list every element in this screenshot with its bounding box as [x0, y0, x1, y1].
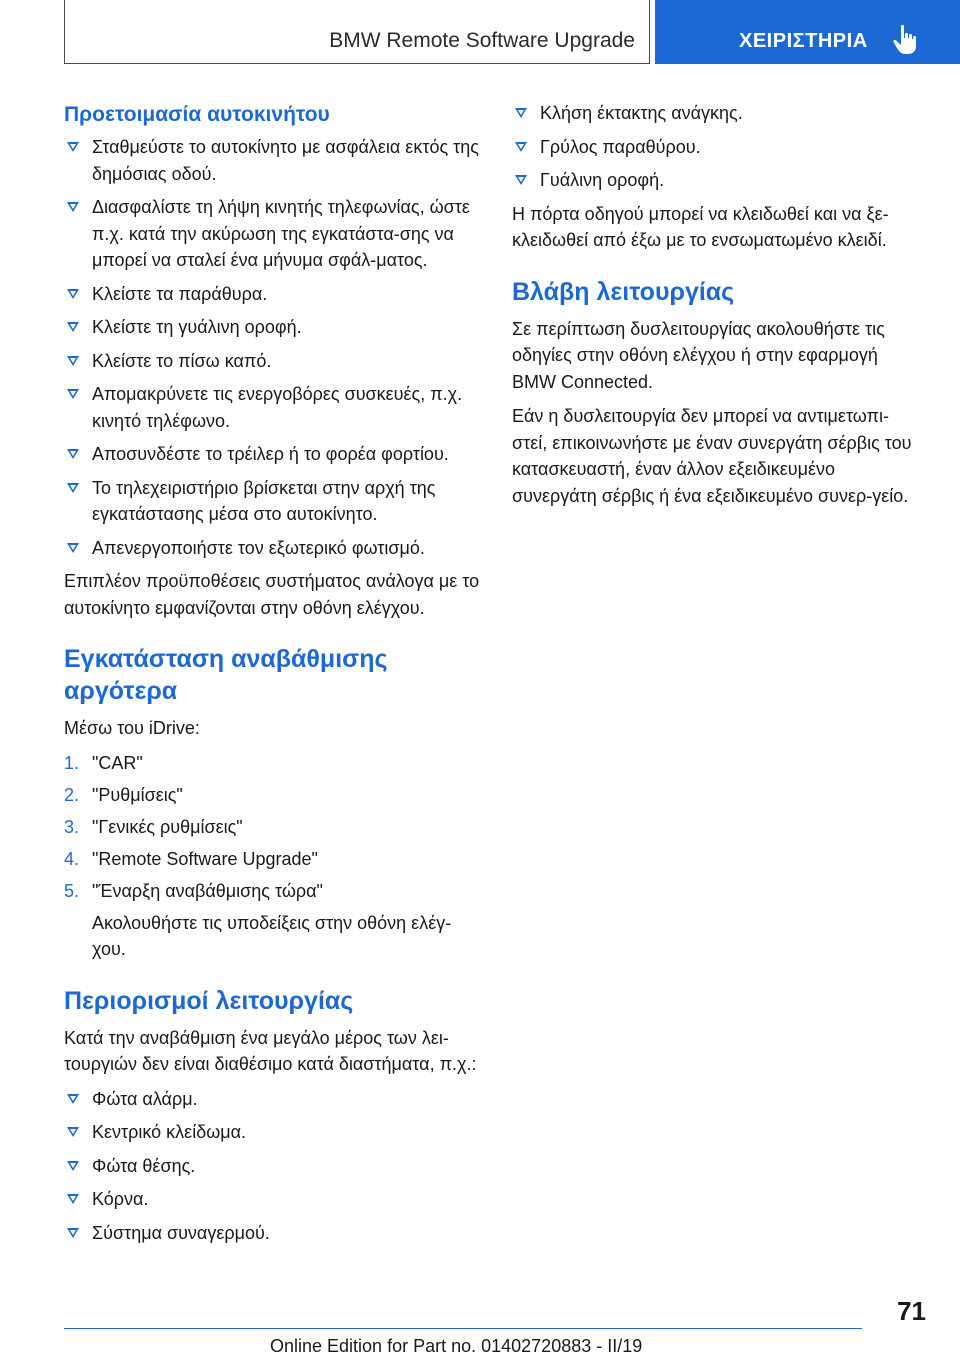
triangle-bullet-icon — [515, 108, 527, 118]
list-item: Κλείστε τα παράθυρα. — [64, 281, 484, 308]
triangle-bullet-icon — [67, 322, 79, 332]
malfunction-paragraph-2: Εάν η δυσλειτουργία δεν μπορεί να αντιμετωπι-στεί, επικοινωνήστε με έναν συνεργάτη σέρβις του κατασκευαστή, έναν άλλον εξειδικευμένο συνεργάτη σέρβις ή ένα εξειδικευμένο συνερ-γείο. — [512, 406, 912, 506]
list-item: Γυάλινη οροφή. — [512, 167, 912, 194]
install-follow-note: Ακολουθήστε τις υποδείξεις στην οθόνη ελέγ-χου. — [92, 912, 452, 959]
triangle-bullet-icon — [67, 202, 79, 212]
list-item: Κόρνα. — [64, 1186, 484, 1213]
malfunction-paragraph-1: Σε περίπτωση δυσλειτουργίας ακολουθήστε τις οδηγίες στην οθόνη ελέγχου ή στην εφαρμογή BMW Connected. — [512, 318, 885, 392]
triangle-bullet-icon — [67, 1194, 79, 1204]
vehicle-prep-list — [64, 134, 484, 561]
limitations-list — [64, 1086, 484, 1247]
list-item: Φώτα θέσης. — [64, 1153, 484, 1180]
install-later-heading: Εγκατάσταση αναβάθμισης αργότερα — [64, 645, 388, 705]
triangle-bullet-icon — [67, 356, 79, 366]
list-item: Κλείστε το πίσω καπό. — [64, 348, 484, 375]
triangle-bullet-icon — [515, 142, 527, 152]
list-item: Κεντρικό κλείδωμα. — [64, 1119, 484, 1146]
triangle-bullet-icon — [67, 1161, 79, 1171]
step-item: 4. "Remote Software Upgrade" — [64, 848, 318, 869]
right-column — [512, 100, 912, 517]
triangle-bullet-icon — [67, 142, 79, 152]
list-item: Κλήση έκτακτης ανάγκης. — [512, 100, 912, 127]
triangle-bullet-icon — [67, 1228, 79, 1238]
document-title: BMW Remote Software Upgrade — [329, 28, 635, 52]
header-title-box — [64, 0, 650, 64]
step-item: 1. "CAR" — [64, 752, 143, 773]
list-item: Διασφαλίστε τη λήψη κινητής τηλεφωνίας, ώστε π.χ. κατά την ακύρωση της εγκατάστα-σης να μπορεί να σταλεί ένα μήνυμα σφάλ-ματος. — [64, 194, 484, 274]
step-item: 3. "Γενικές ρυθμίσεις" — [64, 816, 243, 837]
section-tab — [655, 0, 960, 64]
footer-edition: Online Edition for Part no. 01402720883 - II/19 — [270, 1336, 643, 1356]
triangle-bullet-icon — [67, 543, 79, 553]
page-number: 71 — [897, 1296, 926, 1326]
install-steps — [64, 750, 484, 905]
list-item: Απενεργοποιήστε τον εξωτερικό φωτισμό. — [64, 535, 484, 562]
limitations-list-continued — [512, 100, 912, 194]
hand-pointer-icon — [892, 24, 920, 56]
limitations-intro: Κατά την αναβάθμιση ένα μεγάλο μέρος των λει-τουργιών δεν είναι διαθέσιμο κατά διαστήματα, π.χ.: — [64, 1027, 477, 1074]
triangle-bullet-icon — [67, 389, 79, 399]
triangle-bullet-icon — [67, 289, 79, 299]
left-column — [64, 100, 484, 1253]
triangle-bullet-icon — [67, 1094, 79, 1104]
list-item: Σύστημα συναγερμού. — [64, 1220, 484, 1247]
malfunction-heading: Βλάβη λειτουργίας — [512, 277, 735, 306]
list-item: Γρύλος παραθύρου. — [512, 134, 912, 161]
prep-note: Επιπλέον προϋποθέσεις συστήματος ανάλογα με το αυτοκίνητο εμφανίζονται στην οθόνη ελέγχου. — [64, 571, 480, 618]
triangle-bullet-icon — [67, 449, 79, 459]
step-item: 5. "Έναρξη αναβάθμισης τώρα" — [64, 880, 323, 901]
section-tab-label: ΧΕΙΡΙΣΤΗΡΙΑ — [739, 29, 868, 52]
triangle-bullet-icon — [67, 483, 79, 493]
list-item: Απομακρύνετε τις ενεργοβόρες συσκευές, π.χ. κινητό τηλέφωνο. — [64, 381, 484, 434]
step-item: 2. "Ρυθμίσεις" — [64, 784, 183, 805]
triangle-bullet-icon — [67, 1127, 79, 1137]
door-note: Η πόρτα οδηγού μπορεί να κλειδωθεί και να ξε-κλειδωθεί από έξω με το ενσωματωμένο κλειδί. — [512, 203, 889, 250]
limitations-heading: Περιορισμοί λειτουργίας — [64, 986, 354, 1015]
list-item: Αποσυνδέστε το τρέιλερ ή το φορέα φορτίου. — [64, 441, 484, 468]
list-item: Φώτα αλάρμ. — [64, 1086, 484, 1113]
list-item: Το τηλεχειριστήριο βρίσκεται στην αρχή της εγκατάστασης μέσα στο αυτοκίνητο. — [64, 475, 484, 528]
list-item: Σταθμεύστε το αυτοκίνητο με ασφάλεια εκτός της δημόσιας οδού. — [64, 134, 484, 187]
install-intro: Μέσω του iDrive: — [64, 718, 200, 738]
list-item: Κλείστε τη γυάλινη οροφή. — [64, 314, 484, 341]
footer-divider — [64, 1328, 862, 1329]
triangle-bullet-icon — [515, 175, 527, 185]
vehicle-prep-heading: Προετοιμασία αυτοκινήτου — [64, 103, 330, 126]
